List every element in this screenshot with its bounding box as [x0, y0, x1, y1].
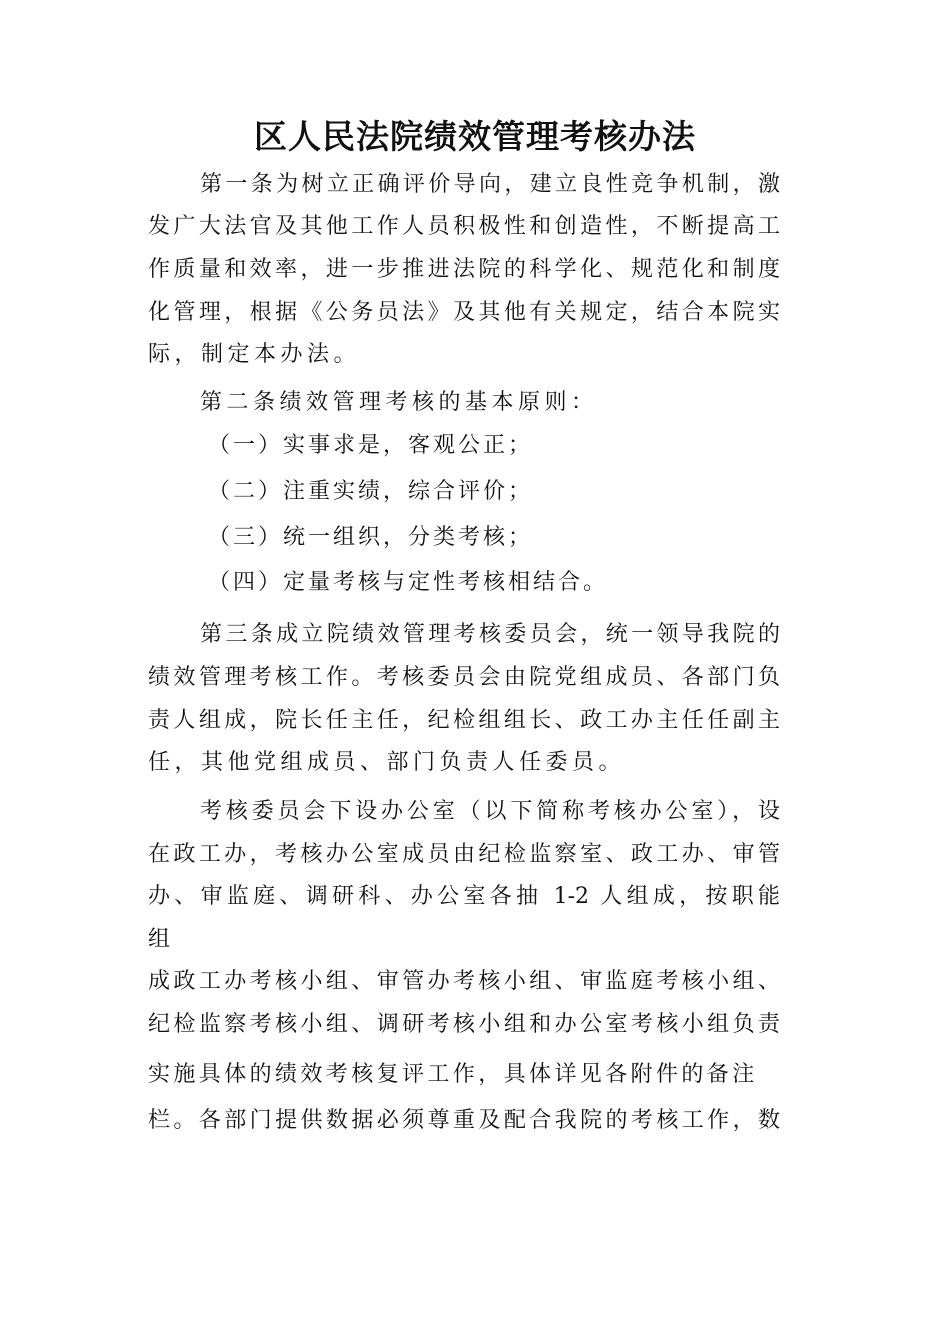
text-line: 纪检监察考核小组、调研考核小组和办公室考核小组负责: [148, 1012, 780, 1037]
text-line: 责人组成，院长任主任，纪检组组长、政工办主任任副主: [148, 708, 780, 733]
text-line: 际，制定本办法。: [148, 342, 361, 367]
text-line: 在政工办，考核办公室成员由纪检监察室、政工办、审管: [148, 842, 780, 867]
text-line: 考核委员会下设办公室（以下简称考核办公室），设: [200, 799, 780, 824]
text-line: 绩效管理考核工作。考核委员会由院党组成员、各部门负: [148, 665, 780, 690]
text-line: 作质量和效率，进一步推进法院的科学化、规范化和制度: [148, 257, 780, 282]
principle-item: （二）注重实绩，综合评价；: [208, 479, 534, 504]
text-line: 栏。各部门提供数据必须尊重及配合我院的考核工作，数: [148, 1108, 780, 1133]
text-line: 发广大法官及其他工作人员积极性和创造性，不断提高工: [148, 214, 780, 239]
text-line: 第三条成立院绩效管理考核委员会，统一领导我院的: [200, 622, 780, 647]
text-line: 成政工办考核小组、审管办考核小组、审监庭考核小组、: [148, 969, 780, 994]
text-line: 第二条绩效管理考核的基本原则：: [200, 390, 598, 415]
document-title: 区人民法院绩效管理考核办法: [254, 117, 696, 156]
text-line: 办、审监庭、调研科、办公室各抽 1-2 人组成，按职能: [148, 884, 780, 909]
text-line: 组: [148, 927, 175, 952]
principle-item: （一）实事求是，客观公正；: [208, 433, 534, 458]
text-line: 第一条为树立正确评价导向，建立良性竞争机制，激: [200, 172, 780, 197]
principle-item: （三）统一组织，分类考核；: [208, 525, 534, 550]
principle-item: （四）定量考核与定性考核相结合。: [208, 570, 609, 595]
text-line: 实施具体的绩效考核复评工作，具体详见各附件的备注: [148, 1062, 758, 1087]
text-line: 化管理，根据《公务员法》及其他有关规定，结合本院实: [148, 300, 780, 325]
text-line: 任，其他党组成员、部门负责人任委员。: [148, 750, 626, 775]
